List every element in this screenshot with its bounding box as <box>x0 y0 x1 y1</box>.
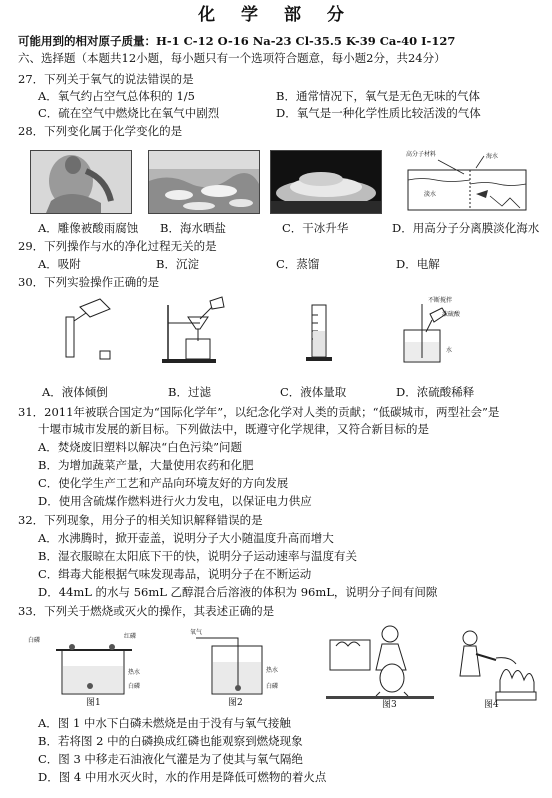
fig1-white-phosphorus-top: 白磷 <box>28 637 41 644</box>
q31-option-d: D．使用含硫煤作燃料进行火力发电，以保证电力供应 <box>38 494 312 508</box>
page-title: 化 学 部 分 <box>198 5 354 25</box>
q33-option-a: A．图 1 中水下白磷未燃烧是由于没有与氧气接触 <box>38 716 291 730</box>
fig2-white-phosphorus: 白磷 <box>266 683 279 690</box>
fig4-caption: 图4 <box>484 700 499 710</box>
q28-option-b: B．海水晒盐 <box>160 221 226 235</box>
q27-option-d: D．氧气是一种化学性质比较活泼的气体 <box>276 106 481 120</box>
q27-option-c: C．硫在空气中燃烧比在氧气中剧烈 <box>38 106 220 120</box>
question-28-stem: 28．下列变化属于化学变化的是 <box>18 124 183 138</box>
q30-option-a: A．液体倾倒 <box>42 385 108 399</box>
figure-4-illustration <box>440 620 540 710</box>
q31-option-b: B．为增加蔬菜产量，大量使用农药和化肥 <box>38 458 254 472</box>
q32-option-a: A．水沸腾时，掀开壶盖，说明分子大小随温度升高而增大 <box>38 531 334 545</box>
fresh-water-label: 淡水 <box>424 191 437 198</box>
q32-option-d: D．44mL 的水与 56mL 乙醇混合后溶液的体积为 96mL，说明分子间有间隙 <box>38 585 438 599</box>
q27-option-a: A．氧气约占空气总体积的 1/5 <box>38 89 195 103</box>
water-label: 水 <box>446 347 453 354</box>
q28-option-d: D．用高分子分离膜淡化海水 <box>392 221 540 235</box>
sea-salt-photo <box>148 150 260 214</box>
question-29-stem: 29．下列操作与水的净化过程无关的是 <box>18 239 217 253</box>
q30-option-c: C．液体量取 <box>280 385 347 399</box>
fig1-red-phosphorus: 红磷 <box>124 633 137 640</box>
atomic-masses: 可能用到的相对原子质量：H-1 C-12 O-16 Na-23 Cl-35.5 K-39 Ca-40 I-127 <box>18 34 456 48</box>
question-30-stem: 30．下列实验操作正确的是 <box>18 275 160 289</box>
pouring-diagram <box>52 295 124 365</box>
q29-option-b: B．沉淀 <box>156 257 199 271</box>
q31-option-a: A．焚烧废旧塑料以解决“白色污染”问题 <box>38 440 243 454</box>
q27-option-b: B．通常情况下，氧气是无色无味的气体 <box>276 89 480 103</box>
section-heading: 六、选择题 <box>18 51 76 65</box>
fig1-white-phosphorus-bottom: 白磷 <box>128 683 141 690</box>
question-32-stem: 32．下列现象，用分子的相关知识解释错误的是 <box>18 513 263 527</box>
q28-option-a: A．雕像被酸雨腐蚀 <box>38 221 139 235</box>
q32-option-c: C．缉毒犬能根据气味发现毒品，说明分子在不断运动 <box>38 567 312 581</box>
fig1-hot-water: 热水 <box>128 669 141 676</box>
question-27-stem: 27．下列关于氧气的说法错误的是 <box>18 72 194 86</box>
measuring-diagram <box>296 295 356 365</box>
dry-ice-photo <box>270 150 382 214</box>
figure-1-diagram <box>28 624 158 710</box>
fig1-caption: 图1 <box>86 698 101 708</box>
membrane-label: 高分子材料 <box>406 151 437 158</box>
q33-option-c: C．图 3 中移走石油液化气灌是为了使其与氧气隔绝 <box>38 752 303 766</box>
filtration-diagram <box>160 295 230 365</box>
fig2-hot-water: 热水 <box>266 667 279 674</box>
section-heading-row <box>18 51 446 65</box>
fig2-caption: 图2 <box>228 698 243 708</box>
q29-option-d: D．电解 <box>396 257 440 271</box>
stir-label: 不断搅拌 <box>428 297 453 304</box>
statue-photo <box>30 150 132 214</box>
figure-2-diagram <box>186 624 296 710</box>
q33-option-b: B．若将图 2 中的白磷换成红磷也能观察到燃烧现象 <box>38 734 303 748</box>
sea-water-label: 海水 <box>486 153 499 160</box>
question-33-stem: 33．下列关于燃烧或灭火的操作，其表述正确的是 <box>18 604 275 618</box>
q28-option-c: C．干冰升华 <box>282 221 349 235</box>
q31-option-c: C．使化学生产工艺和产品向环境友好的方向发展 <box>38 476 289 490</box>
membrane-diagram <box>402 150 532 212</box>
q30-option-d: D．浓硫酸稀释 <box>396 385 475 399</box>
q33-option-d: D．图 4 中用水灭火时，水的作用是降低可燃物的着火点 <box>38 770 327 784</box>
fig3-caption: 图3 <box>382 700 397 710</box>
question-31-stem-line2: 十堰市城市发展的新目标。下列做法中，既遵守化学规律，又符合新目标的是 <box>38 422 429 436</box>
q29-option-a: A．吸附 <box>38 257 81 271</box>
section-note: （本题共12小题，每小题只有一个选项符合题意，每小题2分，共24分） <box>75 51 446 65</box>
acid-dilution-diagram <box>396 292 476 366</box>
q32-option-b: B．湿衣服晾在太阳底下干的快，说明分子运动速率与温度有关 <box>38 549 357 563</box>
figure-3-illustration <box>326 620 436 710</box>
q29-option-c: C．蒸馏 <box>276 257 320 271</box>
fig2-oxygen: 氧气 <box>190 629 203 636</box>
acid-label: 浓硫酸 <box>442 311 461 318</box>
q30-option-b: B．过滤 <box>168 385 211 399</box>
question-31-stem-line1: 31．2011年被联合国定为“国际化学年”，以纪念化学对人类的贡献；“低碳城市，两型社会”是 <box>18 405 500 419</box>
